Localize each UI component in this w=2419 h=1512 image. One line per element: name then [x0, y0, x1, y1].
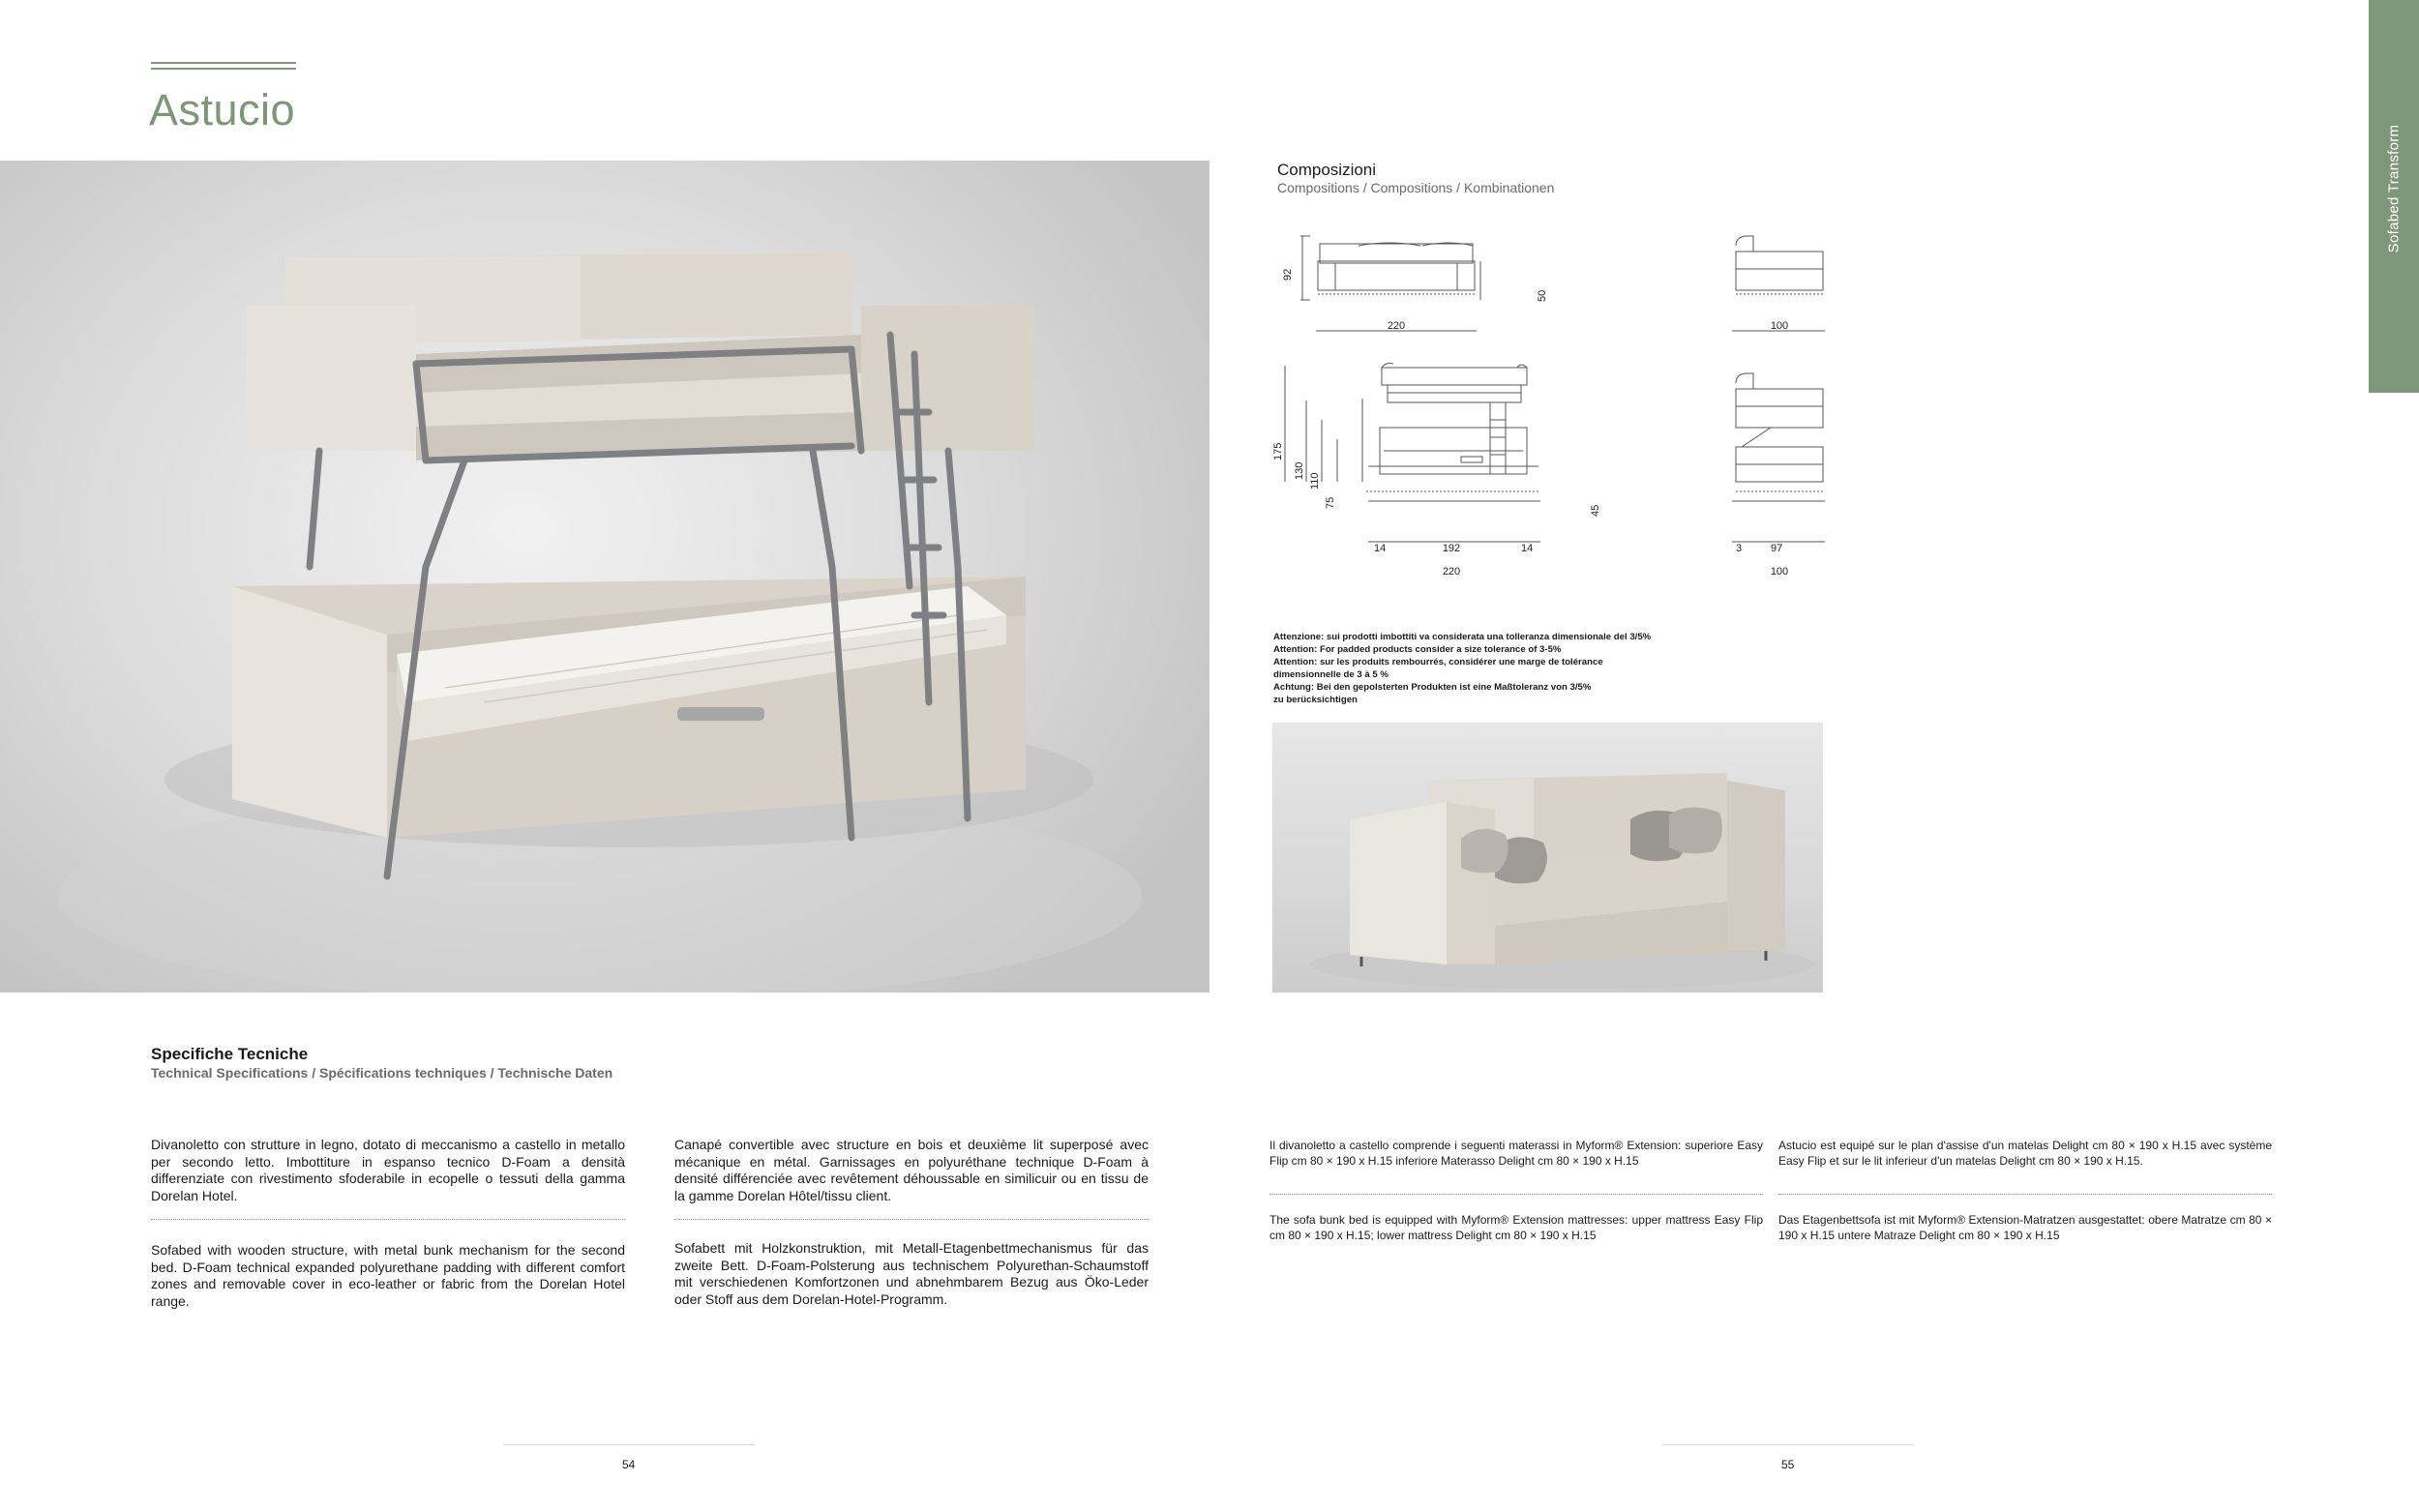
dim-bunk-h3: 110: [1309, 472, 1321, 489]
dim-sofa-height: 92: [1282, 268, 1294, 281]
tolerance-note-de-1: Achtung: Bei den gepolsterten Produkten ist eine Maßtoleranz von 3/5%: [1273, 682, 1592, 693]
compositions-subtitle: Compositions / Compositions / Kombinationen: [1277, 180, 1555, 195]
spec-text-en: Sofabed with wooden structure, with metal bunk mechanism for the second bed. D-Foam technical expanded polyurethane padding with different comfort zones and removable cover in eco-leather or fabric from the Dorelan Hotel range.: [151, 1242, 625, 1309]
mattress-text-en: The sofa bunk bed is equipped with Myform® Extension mattresses: upper mattress Easy Flip cm 80 × 190 x H.15; lower mattress Delight cm 80 × 190 x H.15: [1269, 1213, 1763, 1242]
hero-product-image: [0, 161, 1210, 993]
spec-text-fr: Canapé convertible avec structure en bois et deuxième lit superposé avec mécanique en métal. Garnissages en polyuréthane technique D-Foam à densité différenciée avec revêtement déhoussable en similicuir ou en tissu de la gamme Dorelan Hôtel/tissu client.: [674, 1137, 1149, 1203]
specs-title: Specifiche Tecniche: [151, 1045, 309, 1063]
dim-side-total: 100: [1770, 566, 1789, 578]
dim-sofa-width: 220: [1387, 320, 1406, 332]
dim-sofa-depth: 100: [1770, 320, 1789, 332]
dim-side-a: 3: [1736, 543, 1743, 554]
sofa-illustration: [1272, 723, 1823, 993]
specs-subtitle: Technical Specifications / Spécifications techniques / Technische Daten: [151, 1065, 613, 1081]
dim-bunk-h4: 75: [1325, 496, 1336, 509]
bunk-sofabed-illustration: [0, 161, 1210, 993]
sofa-front-drawing: [1300, 236, 1480, 331]
spec-text-it: Divanoletto con strutture in legno, dotato di meccanismo a castello in metallo per secondo letto. Imbottiture in espanso tecnico D-Foam a densità differenziate con rivestimento sfoderabile in ecopelle o tessuti della gamma Dorelan Hotel.: [151, 1137, 625, 1203]
side-section-tab: [2369, 0, 2419, 393]
mattress-text-de: Das Etagenbettsofa ist mit Myform® Extension-Matratzen ausgestattet: obere Matratze cm 80 × 190 x H.15 untere Matraze Delight cm 80 × 190 x H.15: [1778, 1213, 2272, 1242]
bunk-front-drawing: [1285, 364, 1540, 543]
divider-dotted: [674, 1219, 1149, 1220]
page-rule-left: [503, 1444, 755, 1445]
divider-dotted: [151, 1219, 625, 1220]
divider-dotted: [1269, 1194, 1763, 1195]
tolerance-note-it: Attenzione: sui prodotti imbottiti va considerata una tolleranza dimensionale del 3/5%: [1273, 632, 1652, 642]
tolerance-note-fr-1: Attention: sur les produits rembourrés, considérer une marge de tolérance: [1273, 657, 1603, 667]
dim-bunk-total: 220: [1442, 566, 1461, 578]
divider-dotted: [1778, 1194, 2272, 1195]
page-number-left: 54: [622, 1458, 636, 1471]
dim-bunk-left: 14: [1374, 543, 1387, 554]
composition-diagrams: [1258, 213, 1858, 590]
title-rule-top: [151, 62, 296, 64]
sofa-side-drawing: [1732, 236, 1825, 331]
page-title: Astucio: [149, 85, 296, 134]
dim-bunk-mid: 192: [1442, 543, 1461, 554]
sofa-configuration-image: [1272, 723, 1823, 993]
title-rule-bottom: [151, 68, 296, 70]
spec-text-de: Sofabett mit Holzkonstruktion, mit Metall-Etagenbettmechanismus für das zweite Bett. D-Foam-Polsterung aus technischem Polyurethan-Schaumstoff mit verschiedenen Komfortzonen und abnehmbarem Bezug aus Öko-Leder oder Stoff aus dem Dorelan-Hotel-Programm.: [674, 1240, 1149, 1307]
tolerance-note-fr-2: dimensionnelle de 3 à 5 %: [1273, 669, 1389, 680]
page-number-right: 55: [1781, 1458, 1795, 1471]
dim-bunk-h2: 130: [1294, 461, 1305, 480]
dim-sofa-seat: 50: [1537, 289, 1548, 302]
bunk-side-drawing: [1732, 373, 1825, 542]
compositions-title: Composizioni: [1277, 161, 1377, 179]
tolerance-note-en: Attention: For padded products consider a size tolerance of 3-5%: [1273, 644, 1562, 655]
tolerance-note-de-2: zu berücksichtigen: [1273, 695, 1358, 705]
page-rule-right: [1662, 1444, 1914, 1445]
dim-bunk-right: 14: [1521, 543, 1534, 554]
side-tab-label: Sofabed Transform: [2385, 124, 2403, 253]
mattress-text-fr: Astucio est equipé sur le plan d'assise d'un matelas Delight cm 80 × 190 x H.15 avec système Easy Flip et sur le lit inferieur d'un matelas Delight cm 80 × 190 x H.15.: [1778, 1139, 2272, 1168]
dim-side-b: 97: [1771, 543, 1783, 554]
dim-bunk-h5: 45: [1590, 504, 1601, 517]
dim-bunk-h1: 175: [1272, 442, 1284, 460]
mattress-text-it: Il divanoletto a castello comprende i seguenti materassi in Myform® Extension: superiore Easy Flip cm 80 × 190 x H.15 inferiore Materasso Delight cm 80 × 190 x H.15: [1269, 1139, 1763, 1168]
